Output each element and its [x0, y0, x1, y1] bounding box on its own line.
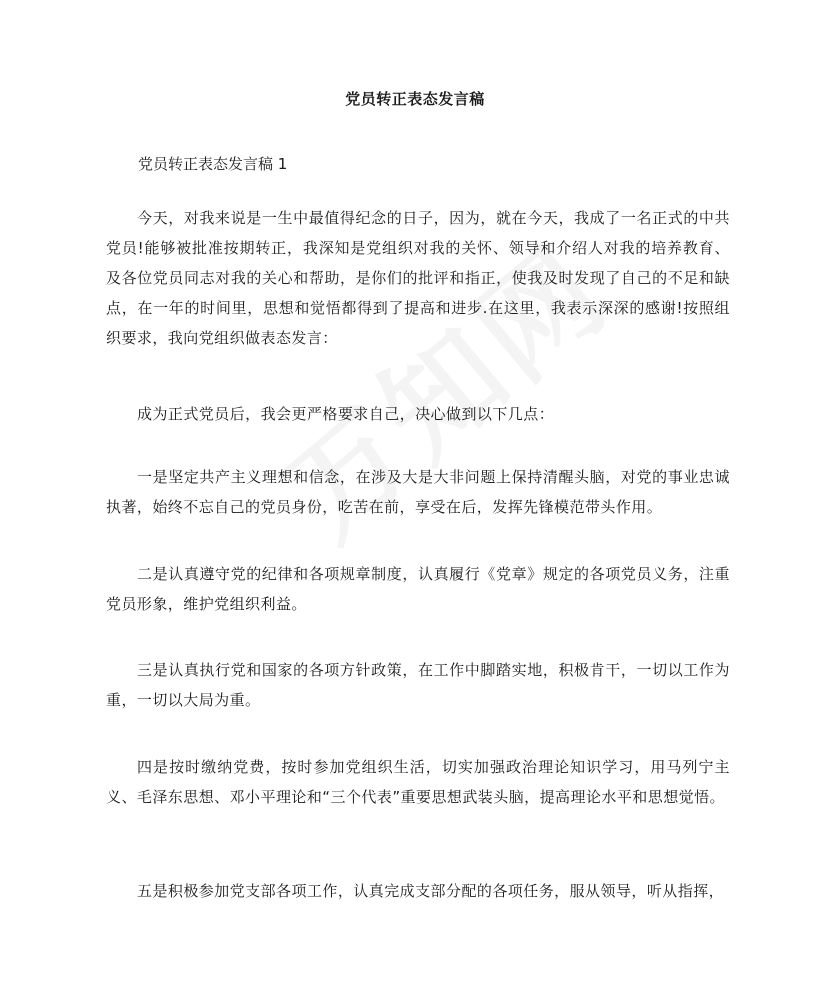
paragraph-commitment: 成为正式党员后，我会更严格要求自己，决心做到以下几点： — [137, 405, 555, 423]
paragraph-point-3: 三是认真执行党和国家的各项方针政策，在工作中脚踏实地，积极肯干，一切以工作为重，一切以大局为重。 — [106, 661, 730, 709]
document-title: 党员转正表态发言稿 — [345, 90, 485, 108]
paragraph-point-2: 二是认真遵守党的纪律和各项规章制度，认真履行《党章》规定的各项党员义务，注重党员形象，维护党组织利益。 — [106, 565, 730, 613]
paragraph-point-4: 四是按时缴纳党费，按时参加党组织生活，切实加强政治理论知识学习，用马列宁主义、毛泽东思想、邓小平理论和“三个代表”重要思想武装头脑，提高理论水平和思想觉悟。 — [106, 758, 730, 806]
paragraph-point-1: 一是坚定共产主义理想和信念，在涉及大是大非问题上保持清醒头脑，对党的事业忠诚执著，始终不忘自己的党员身份，吃苦在前，享受在后，发挥先锋模范带头作用。 — [106, 468, 730, 516]
paragraph-intro: 今天，对我来说是一生中最值得纪念的日子，因为，就在今天，我成了一名正式的中共党员!能够被批准按期转正，我深知是党组织对我的关怀、领导和介绍人对我的培养教育、及各位党员同志对我的关心和帮助，是你们的批评和指正，使我及时发现了自己的不足和缺点，在一年的时间里，思想和觉悟都得到了提高和进步.在这里，我表示深深的感谢!按照组织要求，我向党组织做表态发言： — [106, 209, 730, 347]
paragraph-point-5: 五是积极参加党支部各项工作，认真完成支部分配的各项任务，服从领导，听从指挥， — [137, 882, 725, 900]
document-subtitle: 党员转正表态发言稿 1 — [138, 155, 288, 173]
